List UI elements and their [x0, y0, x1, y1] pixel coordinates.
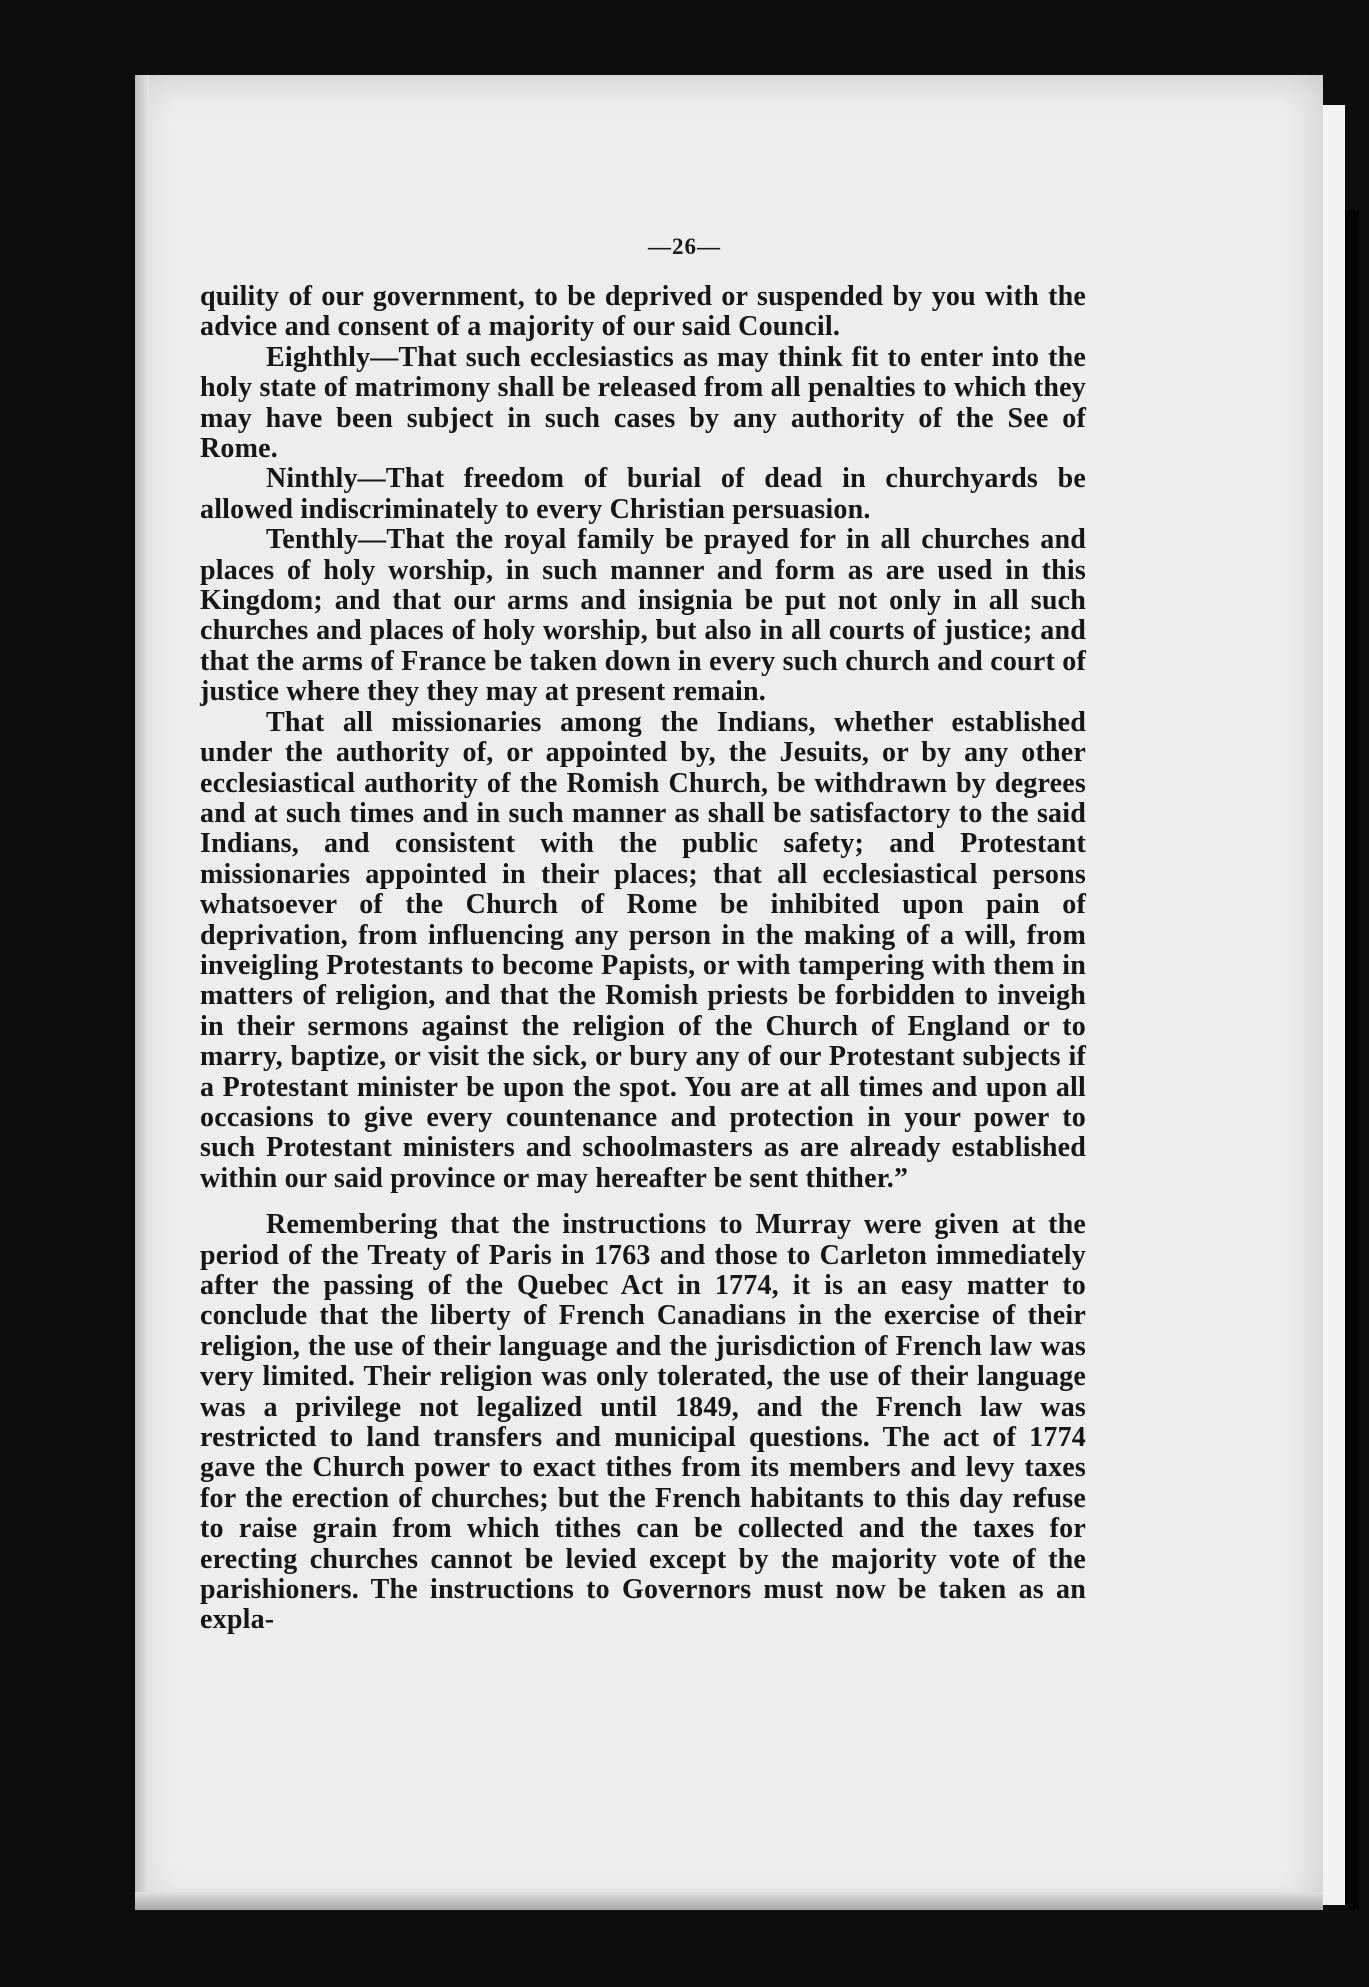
paragraph-ninthly: Ninthly—That freedom of burial of dead in churchyards be allowed indiscriminately to every Christian persuasion.: [200, 463, 1086, 525]
paragraph-continuation: quility of our government, to be deprived or suspended by you with the advice and consent of a majority of our said Council.: [200, 281, 1086, 343]
page-number: —26—: [648, 234, 721, 259]
paragraph-remembering: Remembering that the instructions to Murray were given at the period of the Treaty of Paris in 1763 and those to Carleton immediately after the passing of the Quebec Act in 1774, it is an easy matter to conclude that the liberty of French Canadians in the exercise of their religion, the use of their language and the jurisdiction of French law was very limited. Their religion was only tolerated, the use of their language was a privilege not legalized until 1849, and the French law was restricted to land transfers and municipal questions. The act of 1774 gave the Church power to exact tithes from its members and levy taxes for the erection of churches; but the French habitants to this day refuse to raise grain from which tithes can be collected and the taxes for erecting churches cannot be levied except by the majority vote of the parishioners. The instructions to Governors must now be taken as an expla-: [200, 1209, 1086, 1636]
adjacent-page-strip: [1323, 105, 1345, 1905]
paragraph-eighthly: Eighthly—That such ecclesiastics as may think fit to enter into the holy state of matrimony shall be released from all penalties to which they may have been subject in such cases by any authority of the See of Rome.: [200, 341, 1086, 465]
page-bottom-edge: [135, 1892, 1323, 1910]
paragraph-missionaries: That all missionaries among the Indians, whether established under the authority of, or appointed by, the Jesuits, or by any other ecclesiastical authority of the Romish Church, be withdrawn by degrees and at such times and in such manner as shall be satisfactory to the said Indians, and consistent with the public safety; and Protestant missionaries appointed in their places; that all ecclesiastical persons whatsoever of the Church of Rome be inhibited upon pain of deprivation, from influencing any person in the making of a will, from inveigling Protestants to become Papists, or with tampering with them in matters of religion, and that the Romish priests be forbidden to inveigh in their sermons against the religion of the Church of England or to marry, baptize, or visit the sick, or bury any of our Protestant subjects if a Protestant minister be upon the spot. You are at all times and upon all occasions to give every countenance and protection in your power to such Protestant ministers and schoolmasters as are already established within our said province or may hereafter be sent thither.”: [200, 706, 1086, 1194]
scan-border-bar: [1345, 210, 1359, 1910]
paragraph-tenthly: Tenthly—That the royal family be prayed for in all churches and places of holy worship, in such manner and form as are used in this Kingdom; and that our arms and insignia be put not only in all such churches and places of holy worship, but also in all courts of justice; and that the arms of France be taken down in every such church and court of justice where they they may at present remain.: [200, 524, 1086, 708]
body-text: [200, 282, 1086, 1636]
page-left-edge: [135, 75, 149, 1910]
